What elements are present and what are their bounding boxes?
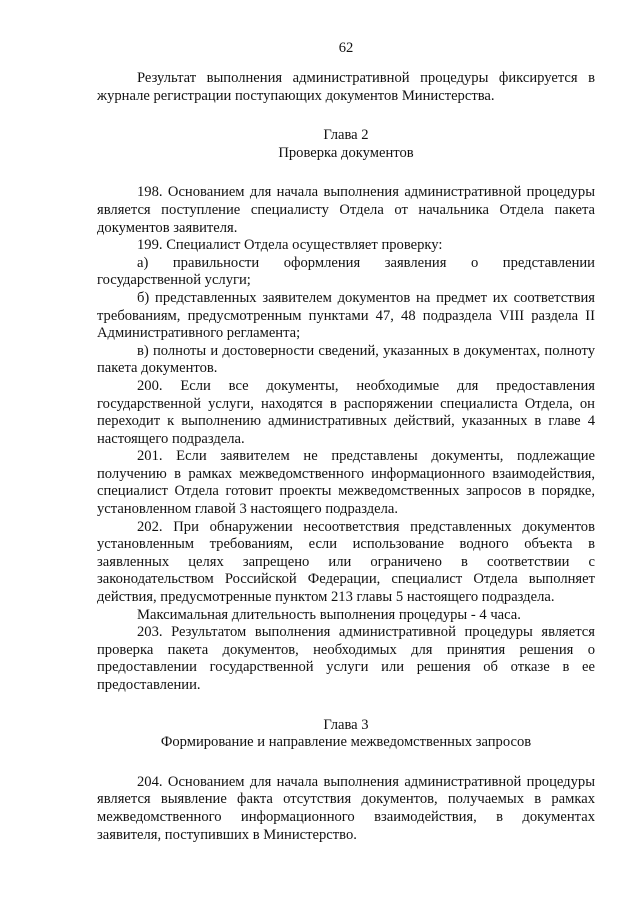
intro-paragraph: Результат выполнения административной процедуры фиксируется в журнале регистрации поступающих документов Министерства. xyxy=(97,70,595,104)
paragraph-201: 201. Если заявителем не представлены документы, подлежащие получению в рамках межведомственного информационного взаимодействия, специалист Отдела готовит проекты межведомственных запросов в порядке, установленном главой 3 настоящего подраздела. xyxy=(97,448,595,518)
paragraph-200: 200. Если все документы, необходимые для предоставления государственной услуги, находятся в распоряжении специалиста Отдела, он переходит к выполнению административных действий, указанных в главе 4 настоящего подраздела. xyxy=(97,377,595,447)
chapter-3-title: Формирование и направление межведомственных запросов xyxy=(160,734,532,751)
paragraph-204: 204. Основанием для начала выполнения административной процедуры является выявление факта отсутствия документов, получаемых в рамках межведомственного информационного взаимодействия, в документах заявителя, поступивших в Министерство. xyxy=(97,773,595,843)
paragraph-199-b: б) представленных заявителем документов на предмет их соответствия требованиям, предусмотренным пунктами 47, 48 подраздела VIII раздела II Административного регламента; xyxy=(97,289,595,342)
paragraph-199-c: в) полноты и достоверности сведений, указанных в документах, полноту пакета документов. xyxy=(97,342,595,377)
chapter-2-title: Проверка документов xyxy=(278,144,414,161)
paragraph-202: 202. При обнаружении несоответствия представленных документов установленным требованиям, если использование водного объекта в заявленных целях запрещено или ограничено в соответствии с законодательством Российской Федерации, специалист Отдела выполняет действия, предусмотренные пунктом 213 главы 5 настоящего подраздела. xyxy=(97,518,595,606)
chapter-2-label: Глава 2 xyxy=(323,127,369,144)
paragraph-199-a: а) правильности оформления заявления о представлении государственной услуги; xyxy=(97,254,595,289)
paragraph-199: 199. Специалист Отдела осуществляет проверку: xyxy=(137,237,443,254)
paragraph-max-duration: Максимальная длительность выполнения процедуры - 4 часа. xyxy=(137,606,521,623)
page-number: 62 xyxy=(338,40,354,56)
chapter-3-body xyxy=(97,774,595,844)
chapter-2-body xyxy=(97,184,595,694)
chapter-3-label: Глава 3 xyxy=(323,716,369,733)
paragraph-203: 203. Результатом выполнения административной процедуры является проверка пакета документов, необходимых для принятия решения о предоставлении государственной услуги или решения об отказе в ее предоставлении. xyxy=(97,624,595,693)
paragraph-198: 198. Основанием для начала выполнения административной процедуры является поступление специалисту Отдела от начальника Отдела пакета документов заявителя. xyxy=(97,184,595,236)
